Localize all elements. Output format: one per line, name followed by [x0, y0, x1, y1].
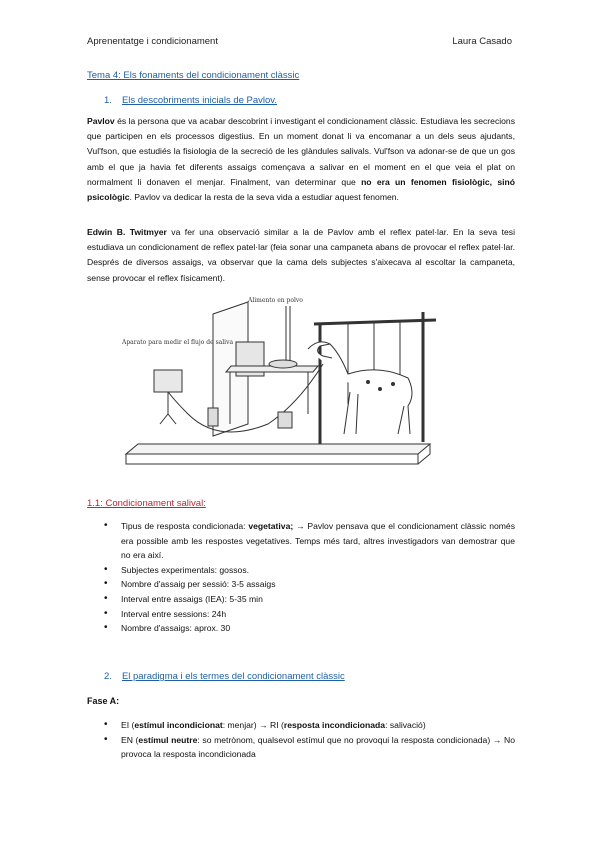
bullet-text: Tipus de resposta condicionada:: [121, 521, 249, 531]
list-item: [87, 519, 515, 563]
section-1-title: Els descobriments inicials de Pavlov.: [121, 95, 277, 106]
bullet-text: → Pavlov pensava que el condicionament clàssic només era possible amb les respostes vegetatives. Temps més tard, altres investigadors van demostrar que no era així.: [121, 521, 515, 561]
bullet-text: Interval entre assaigs (IEA): 5-35 min: [121, 593, 263, 604]
paragraph-pavlov-bold: no era un fenomen fisiològic, sinó psicològic: [87, 176, 516, 203]
paragraph-twitmyer-text: va fer una observació similar a la de Pavlov amb el reflex patel·lar. En la seva tesi estudiava un condicionament de reflex patel·lar (feia sonar una campaneta abans de provocar el reflex patel·lar. Després de diversos assaigs, va observar que la cama dels subjectes s'aixecava al escoltar la campaneta, sense provocar el reflex físicament).: [87, 227, 515, 283]
bullet-bold: resposta incondicionada: [283, 720, 386, 730]
list-item: [87, 718, 515, 733]
bullet-text: Subjectes experimentals: gossos.: [121, 564, 250, 575]
list-item: [87, 577, 515, 592]
salivary-conditioning-list: [87, 519, 515, 636]
section-2-title: El paradigma i els termes del condicionament clàssic: [121, 671, 345, 682]
section-2-heading: [104, 671, 345, 682]
header-author: Laura Casado: [452, 36, 512, 47]
pavlov-name: Pavlov: [87, 116, 115, 126]
label-saliva: Aparato para medir el flujo de saliva: [122, 339, 234, 346]
bullet-text: Interval entre sessions: 24h: [121, 608, 227, 619]
bullet-bold: estímul neutre: [138, 734, 198, 745]
list-item: [87, 733, 515, 762]
phase-a-label: Fase A:: [87, 696, 120, 706]
section-1-heading: [104, 95, 277, 106]
section-2-number: 2.: [104, 671, 112, 682]
bullet-bold: estímul incondicionat: [134, 720, 223, 730]
header-course: Aprenentatge i condicionament: [87, 36, 218, 47]
bullet-text: EN (: [121, 734, 139, 745]
bullet-text: : menjar) → RI (: [222, 720, 284, 730]
twitmyer-name: Edwin B. Twitmyer: [87, 227, 167, 237]
bullet-text: EI (: [121, 720, 135, 730]
section-1-1-heading: 1.1: Condicionament salival:: [87, 498, 206, 509]
pavlov-experiment-figure: [118, 294, 441, 484]
section-1-number: 1.: [104, 95, 112, 106]
label-food: Alimento en polvo: [248, 297, 303, 304]
bullet-bold: vegetativa;: [248, 521, 294, 531]
paragraph-pavlov-text-b: . Pavlov va dedicar la resta de la seva vida a estudiar aquest fenomen.: [129, 192, 399, 203]
bullet-text: : salivació): [385, 720, 426, 730]
paragraph-twitmyer: [87, 225, 515, 286]
pavlov-apparatus-illustration: [118, 294, 441, 484]
list-item: [87, 607, 515, 622]
paragraph-pavlov-text-a: és la persona que va acabar descobrint i investigant el condicionament clàssic. Estudiava les secrecions que participen en els processos digestius. En un moment donat li va encomanar a un dels seus ajudants, Vul'fson, que estudiés la fisiologia de la secreció de les glàndules salivals. Vul'fson va adonar-se de que un gos amb el que ja havia fet diferents assaigs començava a salivar en el moment en el que veia el plat on normalment li donaven el menjar. Finalment, van determinar que: [87, 116, 515, 187]
topic-title: Tema 4: Els fonaments del condicionament clàssic: [87, 70, 300, 81]
list-item: [87, 563, 515, 578]
list-item: [87, 592, 515, 607]
list-item: [87, 621, 515, 636]
paragraph-pavlov: [87, 114, 515, 205]
bullet-text: : so metrònom, qualsevol estímul que no provoqui la resposta condicionada) → No provoca la resposta incondicionada: [121, 734, 516, 760]
bullet-text: Nombre d'assaig per sessió: 3-5 assaigs: [121, 579, 276, 590]
bullet-text: Nombre d'assaigs: aprox. 30: [121, 623, 231, 634]
phase-a-list: [87, 718, 515, 762]
